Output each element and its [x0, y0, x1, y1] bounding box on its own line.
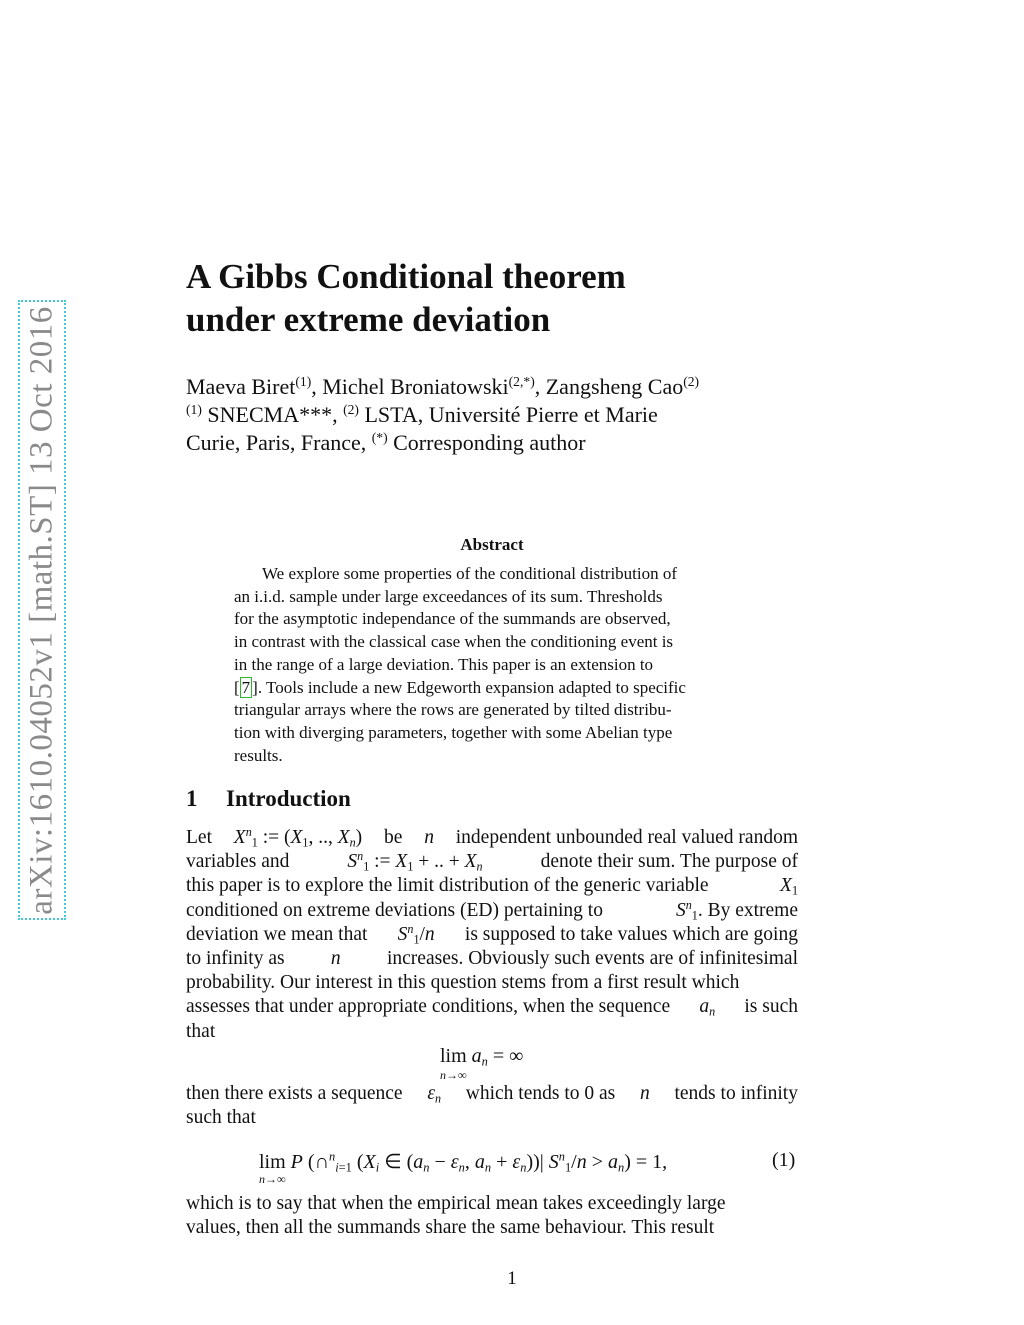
equation-number: (1): [772, 1149, 796, 1171]
text-line: values, then all the summands share the same behaviour. This result: [186, 1217, 715, 1239]
abstract-line: tion with diverging parameters, together with some Abelian type: [234, 722, 673, 742]
equation-limit-an: $\lim a_n$ = ∞: [440, 1045, 524, 1069]
abstract-body: [234, 563, 748, 767]
author-line: Maeva Biret$^{(1)}$, Michel Broniatowski$^{(2,*)}$, Zangsheng Cao$^{(2)}$: [186, 373, 700, 399]
text-line: Let $X^n_1$ := ($X_1$, .., $X_n$) be n independent unbounded real valued random: [186, 824, 798, 850]
abstract-line: an i.i.d. sample under large exceedances of its sum. Thresholds: [234, 586, 663, 606]
intro-paragraph-1: [186, 826, 798, 1044]
text-line: then there exists a sequence $\varepsilon_n$ which tends to 0 as n tends to infinity: [186, 1083, 798, 1106]
abstract-line: triangular arrays where the rows are generated by tilted distribu-: [234, 700, 672, 720]
equation-limit-subscript: n→∞: [440, 1068, 467, 1082]
abstract-heading: Abstract: [460, 535, 524, 554]
author-block: [186, 373, 798, 457]
section-number: 1: [186, 786, 198, 811]
abstract-line: We explore some properties of the conditional distribution of: [262, 564, 678, 583]
arxiv-identifier-stamp[interactable]: [18, 300, 66, 920]
author-broniatowski: , Michel Broniatowski: [311, 374, 509, 399]
paper-title: [186, 255, 798, 341]
affiliation-line-1: $^{(1)}$ SNECMA***, $^{(2)}$ LSTA, Université Pierre et Marie: [186, 401, 658, 427]
intro-paragraph-2: [186, 1082, 798, 1130]
citation-link-7[interactable]: 7: [241, 677, 251, 697]
abstract-line: in contrast with the classical case when the conditioning event is: [234, 632, 674, 652]
equation-1: lim P (∩$^n_{i=1}$ ($X_i$ ∈ ($a_n - \varepsilon_n$, $a_n + \varepsilon_n))|$ $S^n_1/n > a_n) = 1$,: [259, 1149, 668, 1175]
abstract-line: [ 7 ]. Tools include a new Edgeworth expansion adapted to specific: [234, 677, 686, 697]
text-line: such that: [186, 1107, 256, 1129]
title-line-1: A Gibbs Conditional theorem: [186, 257, 626, 296]
text-line: which is to say that when the empirical mean takes exceedingly large: [186, 1193, 726, 1214]
abstract-line: results.: [234, 745, 283, 765]
text-line: probability. Our interest in this question stems from a first result which: [186, 972, 740, 994]
text-line: that: [186, 1020, 216, 1042]
arxiv-id-text: arXiv:1610.04052v1 [math.ST] 13 Oct 2016: [23, 305, 60, 915]
abstract-line: for the asymptotic independance of the summands are observed,: [234, 609, 671, 629]
text-line: this paper is to explore the limit distribution of the generic variable $X_1$: [186, 875, 798, 899]
text-line: deviation we mean that $S^n_1/n$ is supposed to take values which are going: [186, 921, 798, 947]
abstract-line: in the range of a large deviation. This paper is an extension to: [234, 654, 654, 674]
section-title: Introduction: [226, 786, 351, 811]
text-line: variables and $S^n_1$ := $X_1$ + .. + $X_n$ denote their sum. The purpose of: [186, 848, 798, 874]
author-cao: , Zangsheng Cao: [534, 374, 684, 399]
author-biret: Maeva Biret: [186, 374, 296, 399]
title-line-2: under extreme deviation: [186, 300, 551, 339]
text-line: conditioned on extreme deviations (ED) pertaining to $S^n_1$. By extreme: [186, 897, 798, 923]
equation-1-subscript: n→∞: [259, 1172, 286, 1186]
intro-paragraph-3: [186, 1192, 798, 1240]
text-line: to infinity as n increases. Obviously such events are of infinitesimal: [186, 948, 798, 970]
text-line: assesses that under appropriate conditions, when the sequence $a_n$ is such: [186, 996, 798, 1020]
page-number: 1: [507, 1268, 517, 1289]
section-heading-introduction: [186, 786, 351, 812]
affiliation-line-2: Curie, Paris, France, (*) Corresponding author: [186, 429, 586, 455]
